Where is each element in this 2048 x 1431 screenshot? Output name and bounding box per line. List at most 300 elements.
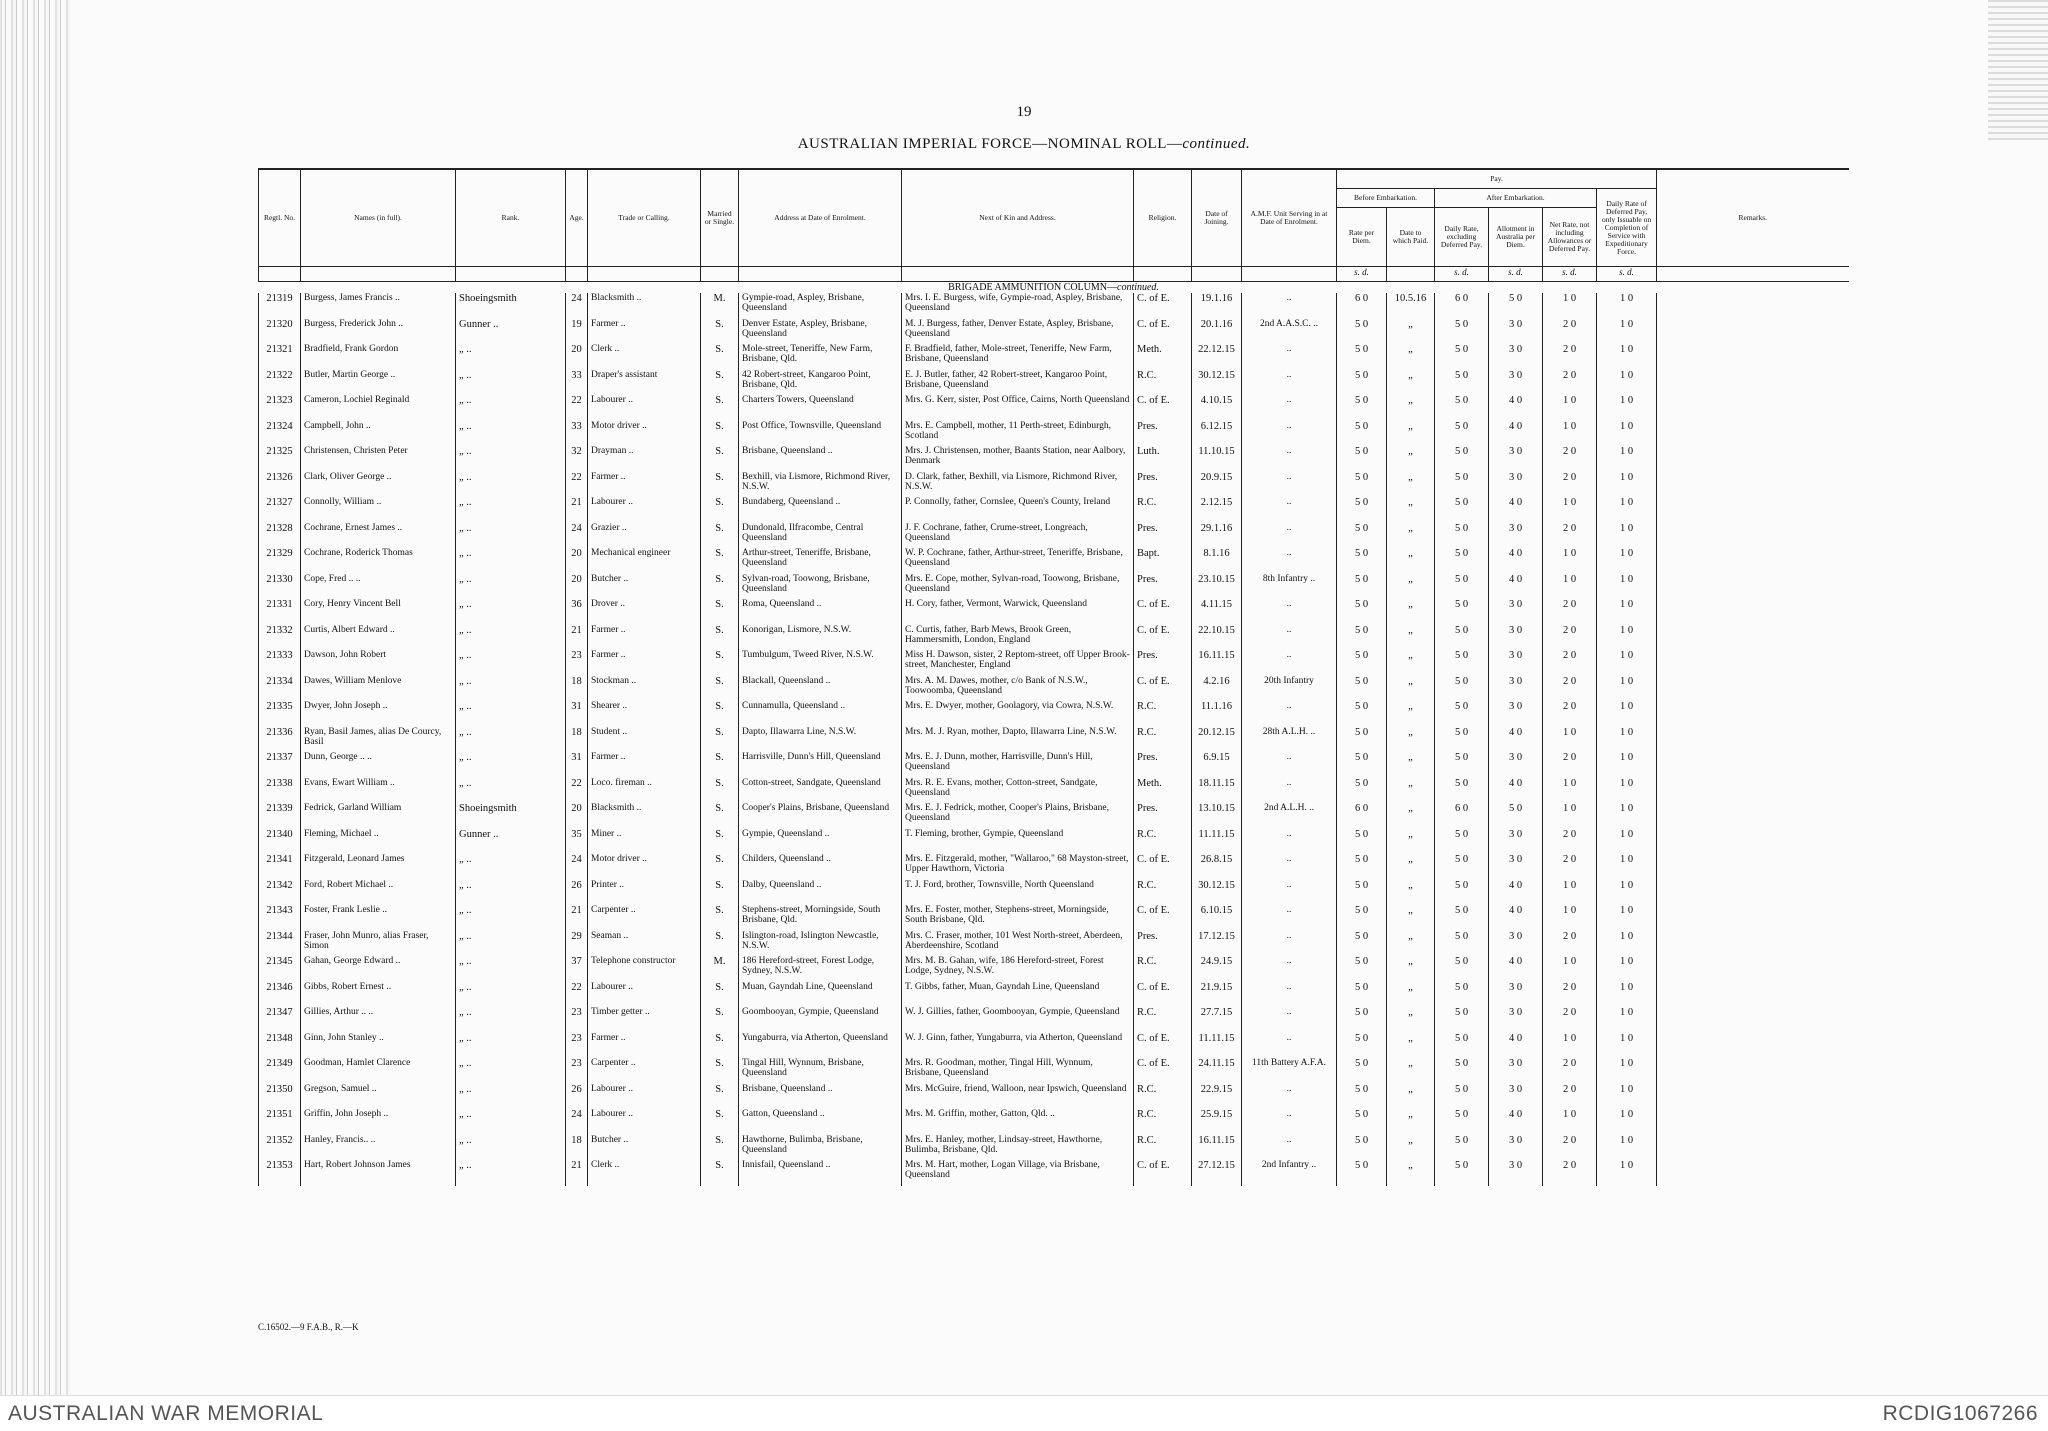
col-trade: Trade or Calling.: [588, 169, 701, 267]
cell-deferred-rate: 1 0: [1597, 905, 1657, 931]
cell-trade: Labourer ..: [588, 1084, 701, 1110]
cell-net-rate: 1 0: [1543, 778, 1597, 804]
cell-regtl-no: 21346: [259, 982, 301, 1008]
cell-date-paid: 10.5.16: [1387, 293, 1435, 319]
cell-address: Gympie, Queensland ..: [739, 829, 902, 855]
cell-net-rate: 2 0: [1543, 1084, 1597, 1110]
cell-date-joining: 11.11.15: [1192, 829, 1242, 855]
cell-allotment: 3 0: [1489, 599, 1543, 625]
cell-age: 31: [566, 752, 588, 778]
cell-age: 26: [566, 880, 588, 906]
cell-trade: Labourer ..: [588, 497, 701, 523]
col-after-embarkation: After Embarkation.: [1435, 189, 1597, 208]
cell-address: Dundonald, Ilfracombe, Central Queensland: [739, 523, 902, 549]
cell-deferred-rate: 1 0: [1597, 752, 1657, 778]
cell-date-paid: „: [1387, 931, 1435, 957]
cell-regtl-no: 21331: [259, 599, 301, 625]
cell-rank: Gunner ..: [456, 319, 566, 345]
cell-religion: Pres.: [1134, 472, 1192, 498]
cell-net-rate: 1 0: [1543, 1033, 1597, 1059]
cell-religion: R.C.: [1134, 727, 1192, 753]
cell-amf-unit: ..: [1242, 497, 1337, 523]
col-pay: Pay.: [1337, 169, 1657, 189]
cell-address: Bexhill, via Lismore, Richmond River, N.S.W.: [739, 472, 902, 498]
cell-amf-unit: ..: [1242, 752, 1337, 778]
cell-trade: Telephone constructor: [588, 956, 701, 982]
col-religion: Religion.: [1134, 169, 1192, 267]
cell-date-paid: „: [1387, 701, 1435, 727]
cell-religion: Pres.: [1134, 574, 1192, 600]
cell-rank: „ ..: [456, 931, 566, 957]
col-names: Names (in full).: [301, 169, 456, 267]
cell-allotment: 3 0: [1489, 931, 1543, 957]
cell-married: S.: [701, 1135, 739, 1161]
cell-married: S.: [701, 880, 739, 906]
cell-amf-unit: ..: [1242, 344, 1337, 370]
cell-remarks: [1657, 446, 1849, 472]
cell-rate-per-diem: 5 0: [1337, 931, 1387, 957]
cell-allotment: 3 0: [1489, 676, 1543, 702]
cell-allotment: 5 0: [1489, 293, 1543, 319]
cell-date-joining: 11.11.15: [1192, 1033, 1242, 1059]
col-regtl-no: Regtl. No.: [259, 169, 301, 267]
cell-name: Cope, Fred .. ..: [301, 574, 456, 600]
cell-trade: Farmer ..: [588, 650, 701, 676]
cell-rank: „ ..: [456, 395, 566, 421]
cell-net-rate: 1 0: [1543, 574, 1597, 600]
cell-allotment: 4 0: [1489, 1109, 1543, 1135]
cell-date-joining: 27.12.15: [1192, 1160, 1242, 1186]
cell-date-paid: „: [1387, 497, 1435, 523]
cell-trade: Labourer ..: [588, 395, 701, 421]
cell-date-joining: 29.1.16: [1192, 523, 1242, 549]
table-row: [259, 421, 1849, 447]
cell-rate-per-diem: 5 0: [1337, 370, 1387, 396]
cell-remarks: [1657, 778, 1849, 804]
cell-regtl-no: 21352: [259, 1135, 301, 1161]
cell-trade: Stockman ..: [588, 676, 701, 702]
table-row: [259, 446, 1849, 472]
cell-next-of-kin: Mrs. E. Fitzgerald, mother, "Wallaroo," 68 Mayston-street, Upper Hawthorn, Victoria: [902, 854, 1134, 880]
cell-rate-per-diem: 5 0: [1337, 854, 1387, 880]
cell-address: Charters Towers, Queensland: [739, 395, 902, 421]
cell-date-joining: 18.11.15: [1192, 778, 1242, 804]
cell-regtl-no: 21339: [259, 803, 301, 829]
cell-regtl-no: 21326: [259, 472, 301, 498]
cell-deferred-rate: 1 0: [1597, 523, 1657, 549]
cell-religion: R.C.: [1134, 701, 1192, 727]
cell-date-joining: 8.1.16: [1192, 548, 1242, 574]
cell-age: 35: [566, 829, 588, 855]
cell-married: S.: [701, 1033, 739, 1059]
cell-remarks: [1657, 854, 1849, 880]
cell-age: 22: [566, 778, 588, 804]
cell-rank: „ ..: [456, 778, 566, 804]
cell-religion: C. of E.: [1134, 625, 1192, 651]
cell-remarks: [1657, 829, 1849, 855]
cell-net-rate: 2 0: [1543, 701, 1597, 727]
cell-deferred-rate: 1 0: [1597, 370, 1657, 396]
cell-rate-per-diem: 5 0: [1337, 778, 1387, 804]
cell-religion: C. of E.: [1134, 982, 1192, 1008]
cell-rank: „ ..: [456, 854, 566, 880]
cell-date-joining: 25.9.15: [1192, 1109, 1242, 1135]
col-allotment: Allotment in Australia per Diem.: [1489, 208, 1543, 267]
cell-age: 20: [566, 803, 588, 829]
cell-daily-rate: 5 0: [1435, 599, 1489, 625]
cell-remarks: [1657, 574, 1849, 600]
cell-date-paid: „: [1387, 574, 1435, 600]
cell-next-of-kin: Mrs. G. Kerr, sister, Post Office, Cairns, North Queensland: [902, 395, 1134, 421]
cell-daily-rate: 5 0: [1435, 344, 1489, 370]
cell-daily-rate: 6 0: [1435, 293, 1489, 319]
cell-rate-per-diem: 5 0: [1337, 344, 1387, 370]
cell-name: Curtis, Albert Edward ..: [301, 625, 456, 651]
cell-amf-unit: 2nd A.A.S.C. ..: [1242, 319, 1337, 345]
cell-daily-rate: 5 0: [1435, 1033, 1489, 1059]
cell-allotment: 3 0: [1489, 446, 1543, 472]
cell-date-joining: 30.12.15: [1192, 370, 1242, 396]
cell-name: Gregson, Samuel ..: [301, 1084, 456, 1110]
cell-allotment: 3 0: [1489, 982, 1543, 1008]
cell-remarks: [1657, 599, 1849, 625]
cell-religion: C. of E.: [1134, 395, 1192, 421]
cell-date-paid: „: [1387, 548, 1435, 574]
cell-deferred-rate: 1 0: [1597, 778, 1657, 804]
nominal-roll-table: [258, 168, 1849, 1186]
cell-next-of-kin: Mrs. M. B. Gahan, wife, 186 Hereford-street, Forest Lodge, Sydney, N.S.W.: [902, 956, 1134, 982]
cell-date-joining: 16.11.15: [1192, 1135, 1242, 1161]
cell-religion: R.C.: [1134, 880, 1192, 906]
cell-married: S.: [701, 854, 739, 880]
cell-next-of-kin: W. J. Ginn, father, Yungaburra, via Atherton, Queensland: [902, 1033, 1134, 1059]
cell-daily-rate: 5 0: [1435, 370, 1489, 396]
unit-label: s. d.: [1489, 267, 1543, 282]
cell-regtl-no: 21332: [259, 625, 301, 651]
cell-rank: „ ..: [456, 1007, 566, 1033]
cell-remarks: [1657, 1160, 1849, 1186]
cell-next-of-kin: J. F. Cochrane, father, Crume-street, Longreach, Queensland: [902, 523, 1134, 549]
cell-remarks: [1657, 676, 1849, 702]
cell-date-joining: 27.7.15: [1192, 1007, 1242, 1033]
cell-remarks: [1657, 1033, 1849, 1059]
cell-regtl-no: 21322: [259, 370, 301, 396]
cell-rate-per-diem: 5 0: [1337, 1058, 1387, 1084]
cell-deferred-rate: 1 0: [1597, 956, 1657, 982]
cell-address: Goombooyan, Gympie, Queensland: [739, 1007, 902, 1033]
cell-remarks: [1657, 752, 1849, 778]
cell-trade: Timber getter ..: [588, 1007, 701, 1033]
cell-next-of-kin: Mrs. R. E. Evans, mother, Cotton-street, Sandgate, Queensland: [902, 778, 1134, 804]
table-row: [259, 1084, 1849, 1110]
cell-amf-unit: ..: [1242, 395, 1337, 421]
col-married: Married or Single.: [701, 169, 739, 267]
cell-address: Tingal Hill, Wynnum, Brisbane, Queensland: [739, 1058, 902, 1084]
col-next-of-kin: Next of Kin and Address.: [902, 169, 1134, 267]
cell-next-of-kin: Mrs. A. M. Dawes, mother, c/o Bank of N.S.W., Toowoomba, Queensland: [902, 676, 1134, 702]
cell-date-paid: „: [1387, 778, 1435, 804]
cell-remarks: [1657, 497, 1849, 523]
cell-married: M.: [701, 956, 739, 982]
cell-married: S.: [701, 905, 739, 931]
cell-rate-per-diem: 5 0: [1337, 1109, 1387, 1135]
cell-next-of-kin: Mrs. E. Hanley, mother, Lindsay-street, Hawthorne, Bulimba, Brisbane, Qld.: [902, 1135, 1134, 1161]
cell-trade: Blacksmith ..: [588, 803, 701, 829]
cell-date-paid: „: [1387, 676, 1435, 702]
cell-deferred-rate: 1 0: [1597, 497, 1657, 523]
table-row: [259, 523, 1849, 549]
cell-amf-unit: ..: [1242, 829, 1337, 855]
cell-rate-per-diem: 6 0: [1337, 803, 1387, 829]
cell-amf-unit: 2nd A.L.H. ..: [1242, 803, 1337, 829]
cell-date-joining: 11.10.15: [1192, 446, 1242, 472]
cell-next-of-kin: W. J. Gillies, father, Goombooyan, Gympie, Queensland: [902, 1007, 1134, 1033]
table-row: [259, 370, 1849, 396]
cell-married: S.: [701, 625, 739, 651]
cell-net-rate: 2 0: [1543, 472, 1597, 498]
cell-age: 18: [566, 1135, 588, 1161]
cell-married: S.: [701, 574, 739, 600]
cell-name: Fleming, Michael ..: [301, 829, 456, 855]
table-row: [259, 472, 1849, 498]
cell-married: S.: [701, 676, 739, 702]
cell-address: Stephens-street, Morningside, South Brisbane, Qld.: [739, 905, 902, 931]
cell-trade: Clerk ..: [588, 344, 701, 370]
cell-regtl-no: 21336: [259, 727, 301, 753]
cell-regtl-no: 21327: [259, 497, 301, 523]
cell-rate-per-diem: 5 0: [1337, 395, 1387, 421]
table-row: [259, 727, 1849, 753]
cell-regtl-no: 21328: [259, 523, 301, 549]
cell-religion: R.C.: [1134, 829, 1192, 855]
cell-trade: Butcher ..: [588, 1135, 701, 1161]
cell-deferred-rate: 1 0: [1597, 1084, 1657, 1110]
cell-date-paid: „: [1387, 803, 1435, 829]
cell-amf-unit: ..: [1242, 778, 1337, 804]
cell-rate-per-diem: 5 0: [1337, 982, 1387, 1008]
units-row: [259, 267, 1849, 282]
cell-age: 18: [566, 727, 588, 753]
cell-next-of-kin: P. Connolly, father, Cornslee, Queen's County, Ireland: [902, 497, 1134, 523]
cell-daily-rate: 5 0: [1435, 727, 1489, 753]
cell-address: Hawthorne, Bulimba, Brisbane, Queensland: [739, 1135, 902, 1161]
cell-amf-unit: ..: [1242, 421, 1337, 447]
cell-married: S.: [701, 319, 739, 345]
cell-age: 24: [566, 523, 588, 549]
cell-next-of-kin: Mrs. M. Hart, mother, Logan Village, via Brisbane, Queensland: [902, 1160, 1134, 1186]
cell-name: Christensen, Christen Peter: [301, 446, 456, 472]
cell-allotment: 4 0: [1489, 1033, 1543, 1059]
cell-rate-per-diem: 5 0: [1337, 727, 1387, 753]
cell-next-of-kin: Mrs. E. J. Dunn, mother, Harrisville, Dunn's Hill, Queensland: [902, 752, 1134, 778]
cell-trade: Farmer ..: [588, 1033, 701, 1059]
cell-daily-rate: 5 0: [1435, 523, 1489, 549]
cell-amf-unit: ..: [1242, 472, 1337, 498]
cell-age: 19: [566, 319, 588, 345]
cell-name: Hart, Robert Johnson James: [301, 1160, 456, 1186]
cell-married: S.: [701, 472, 739, 498]
cell-allotment: 4 0: [1489, 497, 1543, 523]
table-row: [259, 931, 1849, 957]
cell-age: 23: [566, 1058, 588, 1084]
cell-remarks: [1657, 1109, 1849, 1135]
cell-amf-unit: ..: [1242, 880, 1337, 906]
cell-daily-rate: 5 0: [1435, 1058, 1489, 1084]
table-row: [259, 1109, 1849, 1135]
col-rate-per-diem: Rate per Diem.: [1337, 208, 1387, 267]
table-row: [259, 676, 1849, 702]
cell-trade: Carpenter ..: [588, 905, 701, 931]
cell-rank: „ ..: [456, 701, 566, 727]
cell-date-paid: „: [1387, 1084, 1435, 1110]
cell-age: 23: [566, 650, 588, 676]
cell-date-joining: 17.12.15: [1192, 931, 1242, 957]
cell-net-rate: 2 0: [1543, 650, 1597, 676]
cell-deferred-rate: 1 0: [1597, 727, 1657, 753]
cell-age: 31: [566, 701, 588, 727]
cell-age: 21: [566, 625, 588, 651]
cell-daily-rate: 5 0: [1435, 472, 1489, 498]
cell-deferred-rate: 1 0: [1597, 982, 1657, 1008]
table-row: [259, 778, 1849, 804]
cell-net-rate: 2 0: [1543, 625, 1597, 651]
cell-date-joining: 30.12.15: [1192, 880, 1242, 906]
cell-remarks: [1657, 625, 1849, 651]
scan-edge-left: [0, 0, 70, 1395]
cell-allotment: 3 0: [1489, 829, 1543, 855]
unit-label: s. d.: [1543, 267, 1597, 282]
cell-name: Burgess, Frederick John ..: [301, 319, 456, 345]
cell-name: Burgess, James Francis ..: [301, 293, 456, 319]
cell-trade: Drayman ..: [588, 446, 701, 472]
cell-net-rate: 1 0: [1543, 395, 1597, 421]
cell-address: Mole-street, Teneriffe, New Farm, Brisbane, Qld.: [739, 344, 902, 370]
cell-address: Gatton, Queensland ..: [739, 1109, 902, 1135]
cell-date-paid: „: [1387, 395, 1435, 421]
cell-remarks: [1657, 1007, 1849, 1033]
cell-remarks: [1657, 293, 1849, 319]
cell-married: S.: [701, 344, 739, 370]
cell-address: Gympie-road, Aspley, Brisbane, Queensland: [739, 293, 902, 319]
cell-name: Gahan, George Edward ..: [301, 956, 456, 982]
cell-address: Bundaberg, Queensland ..: [739, 497, 902, 523]
cell-amf-unit: ..: [1242, 1109, 1337, 1135]
cell-allotment: 4 0: [1489, 778, 1543, 804]
cell-date-paid: „: [1387, 599, 1435, 625]
col-date-joining: Date of Joining.: [1192, 169, 1242, 267]
cell-daily-rate: 5 0: [1435, 829, 1489, 855]
cell-religion: R.C.: [1134, 1135, 1192, 1161]
col-age: Age.: [566, 169, 588, 267]
cell-trade: Butcher ..: [588, 574, 701, 600]
cell-date-joining: 20.9.15: [1192, 472, 1242, 498]
section-title: BRIGADE AMMUNITION COLUMN—: [948, 282, 1117, 293]
cell-net-rate: 1 0: [1543, 956, 1597, 982]
cell-daily-rate: 5 0: [1435, 854, 1489, 880]
cell-daily-rate: 5 0: [1435, 982, 1489, 1008]
cell-trade: Farmer ..: [588, 319, 701, 345]
cell-rate-per-diem: 5 0: [1337, 650, 1387, 676]
cell-trade: Clerk ..: [588, 1160, 701, 1186]
cell-date-paid: „: [1387, 880, 1435, 906]
cell-date-paid: „: [1387, 1033, 1435, 1059]
cell-next-of-kin: Mrs. McGuire, friend, Walloon, near Ipswich, Queensland: [902, 1084, 1134, 1110]
col-address: Address at Date of Enrolment.: [739, 169, 902, 267]
cell-daily-rate: 5 0: [1435, 676, 1489, 702]
cell-amf-unit: ..: [1242, 599, 1337, 625]
table-row: [259, 905, 1849, 931]
cell-rank: „ ..: [456, 599, 566, 625]
table-row: [259, 956, 1849, 982]
cell-net-rate: 2 0: [1543, 1007, 1597, 1033]
cell-name: Cameron, Lochiel Reginald: [301, 395, 456, 421]
cell-trade: Motor driver ..: [588, 421, 701, 447]
cell-name: Clark, Oliver George ..: [301, 472, 456, 498]
table-row: [259, 829, 1849, 855]
cell-deferred-rate: 1 0: [1597, 854, 1657, 880]
cell-rank: „ ..: [456, 344, 566, 370]
cell-trade: Student ..: [588, 727, 701, 753]
cell-religion: C. of E.: [1134, 1033, 1192, 1059]
cell-age: 21: [566, 1160, 588, 1186]
cell-married: S.: [701, 727, 739, 753]
table-row: [259, 650, 1849, 676]
cell-daily-rate: 5 0: [1435, 1160, 1489, 1186]
cell-rate-per-diem: 5 0: [1337, 829, 1387, 855]
cell-daily-rate: 5 0: [1435, 880, 1489, 906]
cell-trade: Carpenter ..: [588, 1058, 701, 1084]
cell-married: S.: [701, 803, 739, 829]
cell-amf-unit: ..: [1242, 523, 1337, 549]
cell-date-paid: „: [1387, 1007, 1435, 1033]
cell-regtl-no: 21324: [259, 421, 301, 447]
cell-next-of-kin: Mrs. E. Campbell, mother, 11 Perth-street, Edinburgh, Scotland: [902, 421, 1134, 447]
cell-married: S.: [701, 548, 739, 574]
cell-age: 20: [566, 344, 588, 370]
cell-rank: „ ..: [456, 497, 566, 523]
cell-net-rate: 2 0: [1543, 370, 1597, 396]
cell-regtl-no: 21320: [259, 319, 301, 345]
cell-rank: „ ..: [456, 1084, 566, 1110]
cell-deferred-rate: 1 0: [1597, 1109, 1657, 1135]
cell-remarks: [1657, 880, 1849, 906]
cell-married: S.: [701, 650, 739, 676]
cell-amf-unit: 28th A.L.H. ..: [1242, 727, 1337, 753]
cell-date-paid: „: [1387, 370, 1435, 396]
cell-address: Arthur-street, Teneriffe, Brisbane, Queensland: [739, 548, 902, 574]
cell-allotment: 3 0: [1489, 1160, 1543, 1186]
cell-date-paid: „: [1387, 344, 1435, 370]
cell-trade: Blacksmith ..: [588, 293, 701, 319]
cell-rank: „ ..: [456, 1135, 566, 1161]
col-rank: Rank.: [456, 169, 566, 267]
cell-name: Evans, Ewart William ..: [301, 778, 456, 804]
table-row: [259, 1007, 1849, 1033]
cell-deferred-rate: 1 0: [1597, 1135, 1657, 1161]
cell-trade: Draper's assistant: [588, 370, 701, 396]
cell-daily-rate: 5 0: [1435, 1135, 1489, 1161]
cell-date-paid: „: [1387, 446, 1435, 472]
cell-date-joining: 20.1.16: [1192, 319, 1242, 345]
cell-address: 42 Robert-street, Kangaroo Point, Brisbane, Qld.: [739, 370, 902, 396]
cell-address: Islington-road, Islington Newcastle, N.S.W.: [739, 931, 902, 957]
cell-date-paid: „: [1387, 1160, 1435, 1186]
cell-address: Blackall, Queensland ..: [739, 676, 902, 702]
page-number: 19: [1016, 104, 1032, 120]
cell-next-of-kin: Mrs. E. J. Fedrick, mother, Cooper's Plains, Brisbane, Queensland: [902, 803, 1134, 829]
cell-date-paid: „: [1387, 854, 1435, 880]
cell-rate-per-diem: 5 0: [1337, 1135, 1387, 1161]
